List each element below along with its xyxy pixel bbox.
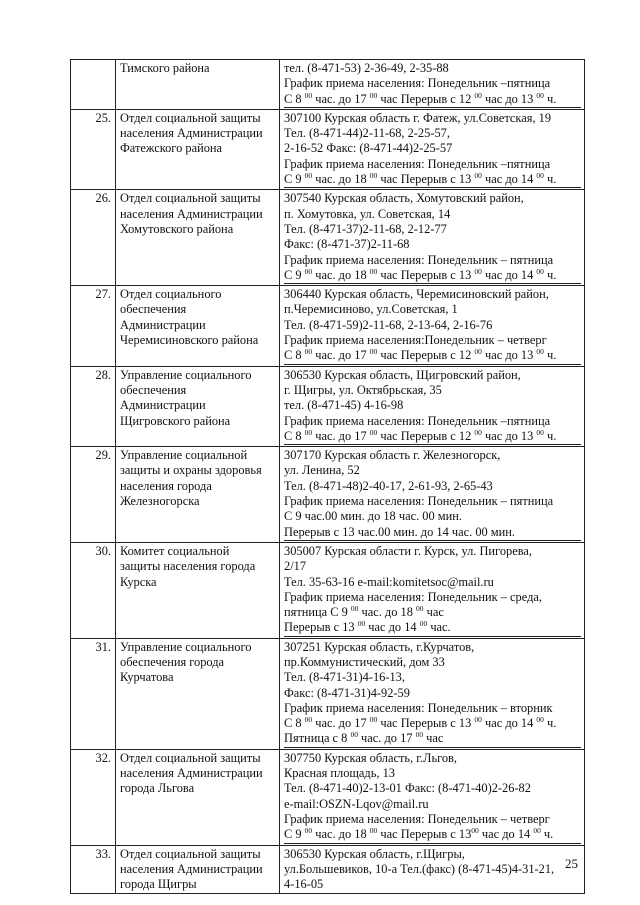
text-part: 307100 Курская область г. Фатеж, ул.Советская, 19 — [284, 110, 552, 125]
organization-name — [116, 60, 280, 110]
organization-line: защиты и охраны здоровья — [120, 463, 262, 478]
info-line — [284, 368, 581, 383]
text-part: час до 13 — [481, 91, 537, 106]
text-part: Факс: (8-471-31)4-92-59 — [284, 685, 410, 700]
text-part: С 8 — [284, 348, 305, 363]
superscript: 00 — [474, 427, 482, 437]
text-part: Факс: (8-471-37)2-11-68 — [284, 237, 410, 252]
row-number: 30. — [71, 542, 116, 638]
text-part: час. до 17 — [312, 716, 370, 731]
text-part: час. до 18 — [312, 172, 370, 187]
superscript: 00 — [474, 171, 482, 181]
text-part: час — [423, 605, 444, 620]
info-line — [284, 92, 581, 108]
superscript: 00 — [304, 826, 313, 836]
organization-line: обеспечения города — [120, 654, 225, 669]
info-line — [284, 575, 581, 590]
info-line — [284, 172, 581, 188]
info-line — [284, 191, 581, 206]
organization-name — [116, 366, 280, 446]
organization-line: города Щигры — [120, 877, 197, 892]
info-line — [284, 222, 581, 237]
text-part: час Перерыв с 13 — [377, 827, 472, 842]
table-row — [71, 638, 585, 749]
organization-line: обеспечения — [120, 382, 187, 397]
text-part: С 9 час.00 мин. до 18 час. 00 мин. — [284, 509, 462, 524]
info-line — [284, 302, 581, 317]
text-part: 307170 Курская область г. Железногорск, — [284, 448, 501, 463]
row-number: 27. — [71, 286, 116, 366]
info-line — [284, 429, 581, 445]
superscript: 00 — [304, 266, 313, 276]
superscript: 00 — [536, 90, 544, 100]
superscript: 00 — [369, 347, 378, 357]
text-part: 306530 Курская область, г.Щигры, — [284, 846, 465, 861]
organization-line: защиты населения города — [120, 559, 256, 574]
superscript: 00 — [369, 90, 378, 100]
info-line — [284, 731, 581, 747]
organization-line: Железногорска — [120, 494, 200, 509]
text-part: час. до 18 — [312, 267, 370, 282]
superscript: 00 — [415, 730, 424, 740]
organization-line: Черемисиновского района — [120, 333, 259, 348]
row-number: 26. — [71, 190, 116, 286]
info-line — [284, 751, 581, 766]
info-line — [284, 268, 581, 284]
row-number: 33. — [71, 845, 116, 894]
info-line — [284, 559, 581, 574]
contact-info — [280, 109, 585, 189]
text-part: ч. — [543, 91, 557, 106]
text-part: График приема населения: Понедельник – пятница — [284, 494, 554, 509]
contact-info — [280, 447, 585, 543]
row-number: 25. — [71, 109, 116, 189]
organization-line: Управление социального — [120, 639, 252, 654]
superscript: 00 — [369, 266, 378, 276]
info-line — [284, 620, 581, 636]
text-part: 307750 Курская область, г.Льгов, — [284, 750, 458, 765]
text-part: Тел. (8-471-37)2-11-68, 2-12-77 — [284, 221, 447, 236]
row-number: 29. — [71, 447, 116, 543]
text-part: График приема населения: Понедельник – четверг — [284, 811, 550, 826]
text-part: С 9 — [284, 827, 305, 842]
text-part: С 8 — [284, 428, 305, 443]
superscript: 00 — [471, 826, 479, 836]
text-part: час Перерыв с 12 — [377, 348, 475, 363]
text-part: час. — [427, 620, 451, 635]
text-part: Тел. (8-471-48)2-40-17, 2-61-93, 2-65-43 — [284, 478, 493, 493]
text-part: График приема населения: Понедельник –пятница — [284, 156, 551, 171]
superscript: 00 — [533, 826, 541, 836]
superscript: 00 — [536, 171, 544, 181]
text-part: час Перерыв с 13 — [377, 716, 475, 731]
contact-info — [280, 286, 585, 366]
info-line — [284, 766, 581, 781]
info-line — [284, 463, 581, 478]
table-row — [71, 542, 585, 638]
text-part: Перерыв с 13 — [284, 620, 358, 635]
row-number: 28. — [71, 366, 116, 446]
text-part: Тел. (8-471-31)4-16-13, — [284, 670, 405, 685]
info-line — [284, 111, 581, 126]
superscript: 00 — [416, 604, 424, 614]
superscript: 00 — [304, 427, 313, 437]
row-number: 31. — [71, 638, 116, 749]
text-part: e-mail:OSZN-Lqov@mail.ru — [284, 796, 429, 811]
text-part: час. до 17 — [312, 348, 370, 363]
text-part: г. Щигры, ул. Октябрьская, 35 — [284, 382, 442, 397]
organization-line: Отдел социальной защиты — [120, 110, 261, 125]
text-part: График приема населения: Понедельник – среда, — [284, 589, 542, 604]
info-line — [284, 237, 581, 252]
organization-line: Комитет социальной — [120, 543, 230, 558]
info-line — [284, 414, 581, 429]
info-line — [284, 686, 581, 701]
organization-line: Управление социального — [120, 367, 252, 382]
info-line — [284, 590, 581, 605]
superscript: 00 — [419, 619, 428, 629]
info-line — [284, 781, 581, 796]
text-part: График приема населения: Понедельник –пятница — [284, 76, 551, 91]
info-line — [284, 76, 581, 91]
superscript: 00 — [304, 347, 313, 357]
superscript: 00 — [369, 171, 378, 181]
info-line — [284, 827, 581, 843]
text-part: ч. — [543, 267, 557, 282]
organization-line: Отдел социальной защиты — [120, 191, 261, 206]
text-part: 306530 Курская область, Щигровский район, — [284, 367, 521, 382]
contact-info — [280, 60, 585, 110]
info-line — [284, 253, 581, 268]
text-part: час Перерыв с 12 — [377, 91, 475, 106]
organization-line: города Льгова — [120, 781, 195, 796]
text-part: час Перерыв с 13 — [377, 172, 475, 187]
superscript: 00 — [474, 715, 482, 725]
superscript: 00 — [369, 715, 378, 725]
text-part: тел. (8-471-53) 2-36-49, 2-35-88 — [284, 61, 449, 75]
organization-name — [116, 542, 280, 638]
text-part: ул. Ленина, 52 — [284, 463, 360, 478]
info-line — [284, 847, 581, 862]
organization-line: населения Администрации — [120, 861, 263, 876]
organization-line: Щигровского района — [120, 413, 231, 428]
superscript: 00 — [536, 347, 544, 357]
info-line — [284, 157, 581, 172]
text-part: 4-16-05 — [284, 877, 324, 892]
text-part: ч. — [543, 428, 557, 443]
info-line — [284, 812, 581, 827]
superscript: 00 — [304, 171, 313, 181]
superscript: 00 — [536, 266, 544, 276]
superscript: 00 — [536, 427, 544, 437]
info-line — [284, 348, 581, 364]
organization-line: Фатежского района — [120, 141, 223, 156]
text-part: С 8 — [284, 716, 305, 731]
text-part: час до 14 — [365, 620, 420, 635]
organization-name — [116, 749, 280, 845]
organization-line: населения Администрации — [120, 206, 263, 221]
table-row — [71, 366, 585, 446]
info-line — [284, 398, 581, 413]
organization-name — [116, 109, 280, 189]
info-line — [284, 525, 581, 541]
organization-line: Курска — [120, 574, 157, 589]
text-part: ул.Большевиков, 10-а Тел.(факс) (8-471-45)4-31-21, — [284, 861, 555, 876]
text-part: График приема населения: Понедельник – вторник — [284, 700, 553, 715]
info-line — [284, 207, 581, 222]
text-part: час. до 17 — [357, 731, 416, 746]
text-part: Тел. 35-63-16 e-mail:komitetsoc@mail.ru — [284, 574, 494, 589]
text-part: час до 13 — [481, 348, 537, 363]
info-line — [284, 640, 581, 655]
organization-line: Администрации — [120, 317, 206, 332]
contact-info — [280, 190, 585, 286]
page-number: 25 — [565, 856, 578, 871]
text-part: час. до 18 — [312, 827, 370, 842]
text-part: 306440 Курская область, Черемисиновский район, — [284, 287, 549, 302]
organization-line: Администрации — [120, 398, 206, 413]
table-row — [71, 60, 585, 110]
row-number — [71, 60, 116, 110]
text-part: Тел. (8-471-59)2-11-68, 2-13-64, 2-16-76 — [284, 317, 493, 332]
contact-info — [280, 749, 585, 845]
contact-info — [280, 845, 585, 894]
superscript: 00 — [350, 730, 358, 740]
text-part: С 9 — [284, 267, 305, 282]
info-line — [284, 605, 581, 620]
text-part: Тел. (8-471-40)2-13-01 Факс: (8-471-40)2-26-82 — [284, 781, 531, 796]
text-part: час до 13 — [481, 428, 537, 443]
info-line — [284, 494, 581, 509]
text-part: 305007 Курская области г. Курск, ул. Пигорева, — [284, 543, 533, 558]
info-line — [284, 479, 581, 494]
text-part: час до 14 — [481, 172, 537, 187]
contact-info — [280, 638, 585, 749]
text-part: 307251 Курская область, г.Курчатов, — [284, 639, 475, 654]
info-line — [284, 383, 581, 398]
organization-line: населения Администрации — [120, 126, 263, 141]
text-part: час до 14 — [481, 267, 537, 282]
table-row — [71, 845, 585, 894]
info-line — [284, 877, 581, 892]
organization-line: Отдел социальной защиты — [120, 750, 261, 765]
superscript: 00 — [357, 619, 366, 629]
superscript: 00 — [536, 715, 544, 725]
organization-line: обеспечения — [120, 302, 187, 317]
organization-line: Тимского района — [120, 61, 210, 75]
superscript: 00 — [304, 715, 313, 725]
services-table — [70, 59, 585, 894]
text-part: час. до 17 — [312, 428, 370, 443]
contact-info — [280, 366, 585, 446]
organization-name — [116, 447, 280, 543]
organization-line: Управление социальной — [120, 448, 248, 463]
text-part: час Перерыв с 13 — [377, 267, 475, 282]
text-part: час до 14 — [478, 827, 534, 842]
superscript: 00 — [474, 90, 482, 100]
text-part: Тел. (8-471-44)2-11-68, 2-25-57, — [284, 126, 450, 141]
text-part: С 8 — [284, 91, 305, 106]
info-line — [284, 448, 581, 463]
info-line — [284, 544, 581, 559]
organization-line: Отдел социальной защиты — [120, 846, 261, 861]
text-part: час — [423, 731, 444, 746]
text-part: С 9 — [284, 172, 305, 187]
organization-line: Хомутовского района — [120, 221, 234, 236]
text-part: 307540 Курская область, Хомутовский район, — [284, 191, 524, 206]
contact-info — [280, 542, 585, 638]
text-part: п.Черемисиново, ул.Советская, 1 — [284, 302, 458, 317]
text-part: Пятница с 8 — [284, 731, 351, 746]
organization-line: Курчатова — [120, 670, 174, 685]
organization-name — [116, 638, 280, 749]
text-part: График приема населения: Понедельник – пятница — [284, 252, 554, 267]
info-line — [284, 701, 581, 716]
text-part: ч. — [543, 716, 557, 731]
superscript: 00 — [350, 604, 359, 614]
info-line — [284, 287, 581, 302]
text-part: 2-16-52 Факс: (8-471-44)2-25-57 — [284, 141, 453, 156]
superscript: 00 — [474, 266, 482, 276]
superscript: 00 — [304, 90, 313, 100]
text-part: п. Хомутовка, ул. Советская, 14 — [284, 206, 451, 221]
organization-name — [116, 190, 280, 286]
text-part: час. до 18 — [358, 605, 416, 620]
organization-line: Отдел социального — [120, 287, 222, 302]
superscript: 00 — [474, 347, 482, 357]
info-line — [284, 61, 581, 76]
table-row — [71, 190, 585, 286]
text-part: час Перерыв с 12 — [377, 428, 475, 443]
info-line — [284, 655, 581, 670]
superscript: 00 — [369, 427, 378, 437]
organization-name — [116, 845, 280, 894]
text-part: тел. (8-471-45) 4-16-98 — [284, 398, 404, 413]
info-line — [284, 670, 581, 685]
text-part: График приема населения:Понедельник – четверг — [284, 333, 547, 348]
info-line — [284, 716, 581, 731]
text-part: ч. — [543, 172, 557, 187]
text-part: ч. — [543, 348, 557, 363]
text-part: пятница С 9 — [284, 605, 351, 620]
info-line — [284, 862, 581, 877]
text-part: Перерыв с 13 час.00 мин. до 14 час. 00 мин. — [284, 524, 516, 539]
table-row — [71, 286, 585, 366]
info-line — [284, 141, 581, 156]
table-row — [71, 109, 585, 189]
organization-line: населения города — [120, 478, 212, 493]
organization-line: населения Администрации — [120, 766, 263, 781]
info-line — [284, 797, 581, 812]
superscript: 00 — [369, 826, 378, 836]
info-line — [284, 126, 581, 141]
text-part: час до 14 — [481, 716, 537, 731]
info-line — [284, 318, 581, 333]
text-part: Красная площадь, 13 — [284, 766, 395, 781]
organization-name — [116, 286, 280, 366]
info-line — [284, 333, 581, 348]
text-part: График приема населения: Понедельник –пятница — [284, 413, 551, 428]
table-row — [71, 447, 585, 543]
text-part: пр.Коммунистический, дом 33 — [284, 654, 445, 669]
table-row — [71, 749, 585, 845]
info-line — [284, 509, 581, 524]
text-part: час. до 17 — [312, 91, 370, 106]
row-number: 32. — [71, 749, 116, 845]
text-part: 2/17 — [284, 559, 307, 574]
text-part: ч. — [540, 827, 554, 842]
